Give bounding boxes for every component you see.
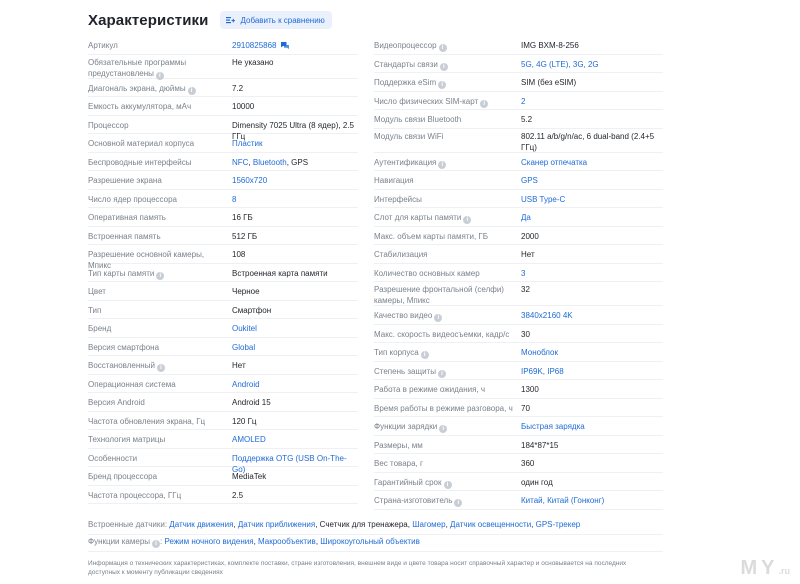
spec-value[interactable] bbox=[521, 212, 663, 223]
right-spec-row bbox=[374, 399, 663, 418]
right-spec-row bbox=[374, 73, 663, 92]
spec-label-text: Частота процессора, ГГц bbox=[88, 490, 182, 500]
left-spec-row bbox=[88, 467, 358, 486]
right-spec-row bbox=[374, 343, 663, 362]
spec-value[interactable] bbox=[521, 495, 663, 506]
left-spec-row bbox=[88, 227, 358, 246]
spec-value-text[interactable]: Global bbox=[232, 342, 256, 352]
spec-label-text: Число физических SIM-карт bbox=[374, 96, 479, 106]
spec-value-text: 360 bbox=[521, 459, 535, 468]
spec-label bbox=[88, 379, 228, 390]
spec-label-text: Цвет bbox=[88, 287, 106, 296]
spec-value-text[interactable]: 2 bbox=[521, 96, 526, 106]
info-icon[interactable]: i bbox=[438, 81, 446, 89]
spec-label bbox=[88, 175, 228, 186]
spec-value-text[interactable]: 2910825868 bbox=[232, 41, 277, 50]
info-icon[interactable]: i bbox=[434, 314, 442, 322]
spec-label bbox=[374, 114, 516, 125]
disclaimer-text: Информация о технических характеристиках, комплекте поставки, стране изготовления, внешнем виде и цвете товара носит справочный характер и основывается на последних доступных к моменту публикации сведениях bbox=[88, 560, 627, 576]
spec-value bbox=[232, 212, 253, 223]
page-title: Характеристики bbox=[88, 11, 209, 29]
spec-label bbox=[374, 384, 516, 395]
sensors-label: Встроенные датчики: bbox=[88, 520, 168, 529]
feature-item[interactable]: Датчик движения bbox=[169, 520, 234, 529]
spec-label-text: Разрешение экрана bbox=[88, 176, 162, 185]
spec-value-text: MediaTek bbox=[232, 472, 267, 481]
spec-value bbox=[521, 284, 663, 295]
spec-label-text: Особенности bbox=[88, 453, 138, 463]
spec-label-text: Частота обновления экрана, Гц bbox=[88, 416, 206, 426]
spec-value-text: 16 ГБ bbox=[232, 213, 253, 222]
info-icon[interactable]: i bbox=[421, 351, 429, 359]
spec-label-text: Разрешение фронтальной (селфи) камеры, Мпикс bbox=[374, 285, 504, 305]
left-spec-row bbox=[88, 190, 358, 209]
spec-value-text[interactable]: Пластик bbox=[232, 139, 263, 148]
spec-label-text: Функции зарядки bbox=[374, 422, 438, 431]
spec-label-text: Тип карты памяти bbox=[88, 268, 155, 278]
spec-value-text: 1300 bbox=[521, 385, 539, 394]
spec-label-text: Вес товара, г bbox=[374, 459, 423, 468]
spec-value bbox=[232, 305, 271, 316]
feature-item: Счетчик для тренажера bbox=[319, 520, 408, 529]
spec-value[interactable] bbox=[232, 138, 263, 149]
spec-value[interactable] bbox=[521, 157, 663, 168]
spec-value-text: Смартфон bbox=[232, 305, 272, 315]
spec-value bbox=[232, 490, 243, 501]
info-icon[interactable]: i bbox=[463, 216, 471, 224]
spec-value-text[interactable]: 8 bbox=[232, 194, 237, 204]
spec-label-text: Стандарты связи bbox=[374, 59, 438, 69]
spec-label bbox=[374, 310, 516, 322]
spec-value-text: 802.11 a/b/g/n/ac, 6 dual-band (2.4+5 ГГц) bbox=[521, 131, 655, 152]
right-spec-row bbox=[374, 436, 663, 455]
right-spec-row bbox=[374, 454, 663, 473]
right-spec-row bbox=[374, 190, 663, 209]
spec-value-text: 120 Гц bbox=[232, 416, 257, 426]
spec-label bbox=[88, 471, 228, 482]
spec-value bbox=[521, 477, 663, 488]
spec-label bbox=[88, 268, 228, 280]
right-spec-row bbox=[374, 129, 663, 153]
left-spec-row bbox=[88, 36, 358, 55]
right-spec-row bbox=[374, 36, 663, 55]
wireless-interface-item: GPS bbox=[291, 157, 309, 167]
right-spec-row bbox=[374, 473, 663, 492]
spec-label-text: Бренд bbox=[88, 324, 112, 333]
wireless-interface-item[interactable]: NFC bbox=[232, 157, 249, 167]
spec-label bbox=[88, 323, 228, 334]
spec-value-text[interactable]: 3 bbox=[521, 268, 526, 278]
right-spec-row bbox=[374, 362, 663, 381]
spec-label-text: Интерфейсы bbox=[374, 194, 422, 204]
specs-header bbox=[88, 10, 332, 30]
spec-label bbox=[88, 416, 228, 427]
spec-value-text[interactable]: IP69K, IP68 bbox=[521, 366, 564, 376]
spec-value bbox=[232, 286, 260, 297]
spec-label-text: Страна-изготовитель bbox=[374, 496, 453, 505]
spec-value-text[interactable]: GPS bbox=[521, 176, 538, 185]
spec-value[interactable] bbox=[232, 379, 260, 390]
left-spec-row bbox=[88, 393, 358, 412]
spec-value-text: 32 bbox=[521, 285, 530, 294]
spec-value bbox=[521, 329, 663, 340]
add-to-compare-button[interactable] bbox=[220, 11, 331, 29]
spec-value bbox=[521, 231, 663, 242]
spec-label-text: Количество основных камер bbox=[374, 268, 480, 278]
spec-label-text: Навигация bbox=[374, 176, 414, 185]
right-spec-row bbox=[374, 110, 663, 129]
spec-value-text: 70 bbox=[521, 403, 530, 413]
spec-label bbox=[88, 40, 228, 51]
spec-value bbox=[521, 440, 663, 451]
spec-value[interactable] bbox=[232, 434, 266, 445]
spec-value-text: 184*87*15 bbox=[521, 440, 559, 450]
left-spec-row bbox=[88, 153, 358, 172]
spec-label-text: Основной материал корпуса bbox=[88, 139, 195, 148]
right-spec-row bbox=[374, 153, 663, 172]
spec-value[interactable] bbox=[521, 96, 663, 107]
left-spec-row bbox=[88, 338, 358, 357]
camera-functions-row: Функции камеры i : Режим ночного видения, Макрообъектив, Широкоугольный объектив bbox=[88, 536, 663, 552]
spec-label bbox=[374, 231, 516, 242]
left-spec-row bbox=[88, 171, 358, 190]
spec-label bbox=[374, 329, 516, 340]
spec-value-text: IMG BXM-8-256 bbox=[521, 41, 579, 50]
spec-label bbox=[88, 83, 228, 95]
spec-value-text: SIM (без eSIM) bbox=[521, 78, 577, 87]
spec-value-text[interactable]: Да bbox=[521, 213, 531, 222]
spec-label bbox=[374, 366, 516, 378]
spec-label-text: Диагональ экрана, дюймы bbox=[88, 83, 186, 93]
spec-value[interactable] bbox=[232, 323, 257, 334]
spec-value[interactable] bbox=[521, 59, 663, 70]
spec-value[interactable] bbox=[232, 157, 308, 168]
spec-label bbox=[374, 403, 516, 414]
spec-label-text: Бренд процессора bbox=[88, 472, 158, 481]
spec-label-text: Беспроводные интерфейсы bbox=[88, 157, 192, 167]
spec-value-text: 108 bbox=[232, 250, 246, 259]
info-icon[interactable]: i bbox=[188, 87, 196, 95]
spec-value-text[interactable]: Быстрая зарядка bbox=[521, 422, 585, 431]
spec-value-text[interactable]: Китай, Китай (Гонконг) bbox=[521, 496, 605, 505]
spec-label bbox=[374, 77, 516, 89]
spec-value bbox=[521, 77, 663, 88]
spec-value bbox=[232, 268, 328, 279]
left-spec-row bbox=[88, 449, 358, 474]
spec-value bbox=[521, 131, 663, 153]
right-spec-row bbox=[374, 417, 663, 436]
spec-value bbox=[521, 403, 663, 414]
spec-value bbox=[232, 360, 246, 371]
right-spec-row bbox=[374, 171, 663, 190]
spec-label bbox=[374, 131, 516, 142]
spec-value bbox=[521, 458, 663, 469]
spec-label bbox=[88, 360, 228, 372]
spec-label bbox=[374, 157, 516, 169]
spec-value-text: Нет bbox=[232, 361, 246, 370]
watermark-suffix: .ru bbox=[778, 566, 790, 576]
spec-label-text: Степень защиты bbox=[374, 366, 436, 376]
spec-label bbox=[88, 490, 228, 501]
left-spec-row bbox=[88, 116, 358, 141]
spec-value[interactable] bbox=[232, 40, 290, 51]
spec-value[interactable] bbox=[521, 310, 663, 321]
spec-value-text[interactable]: 1560x720 bbox=[232, 176, 268, 185]
spec-value[interactable] bbox=[521, 347, 663, 358]
spec-value-text: 2.5 bbox=[232, 490, 244, 500]
spec-label-text: Гарантийный срок bbox=[374, 477, 442, 487]
spec-value bbox=[232, 57, 273, 68]
spec-value-text[interactable]: USB Type-C bbox=[521, 194, 566, 204]
watermark bbox=[740, 557, 790, 580]
spec-value-text: Не указано bbox=[232, 57, 274, 67]
spec-label bbox=[88, 397, 228, 408]
right-spec-row bbox=[374, 264, 663, 283]
spec-value-text: Нет bbox=[521, 250, 535, 259]
right-spec-row bbox=[374, 282, 663, 306]
spec-label-text: Тип корпуса bbox=[374, 348, 419, 357]
right-spec-row bbox=[374, 55, 663, 74]
spec-value[interactable] bbox=[232, 175, 267, 186]
spec-label-text: Оперативная память bbox=[88, 213, 166, 222]
spec-label bbox=[374, 477, 516, 489]
spec-value-text: 7.2 bbox=[232, 83, 244, 93]
feature-item[interactable]: Макрообъектив bbox=[258, 537, 316, 546]
spec-value bbox=[521, 249, 663, 260]
left-spec-row bbox=[88, 79, 358, 98]
spec-label-text: Видеопроцессор bbox=[374, 41, 437, 50]
left-spec-row bbox=[88, 319, 358, 338]
spec-label bbox=[88, 138, 228, 149]
sensors-values: Датчик движения, Датчик приближения, Счетчик для тренажера, Шагомер, Датчик освещенности, GPS-трекер bbox=[169, 520, 581, 529]
feature-item[interactable]: Датчик освещенности bbox=[450, 520, 532, 529]
right-spec-row bbox=[374, 208, 663, 227]
spec-label bbox=[374, 268, 516, 279]
spec-label bbox=[88, 286, 228, 297]
spec-value-text: 2000 bbox=[521, 231, 539, 241]
feature-item[interactable]: GPS-трекер bbox=[535, 520, 581, 529]
spec-label bbox=[88, 194, 228, 205]
camera-functions-values: Режим ночного видения, Макрообъектив, Широкоугольный объектив bbox=[164, 537, 420, 546]
feature-item[interactable]: Широкоугольный объектив bbox=[320, 537, 420, 546]
spec-label bbox=[88, 434, 228, 445]
spec-value-text[interactable]: Android bbox=[232, 379, 260, 389]
spec-value-text[interactable]: Моноблок bbox=[521, 348, 558, 357]
spec-value-text: Android 15 bbox=[232, 398, 271, 407]
watermark-text: MY bbox=[740, 557, 779, 579]
info-icon[interactable]: i bbox=[440, 63, 448, 71]
spec-label-text: Аутентификация bbox=[374, 157, 437, 167]
spec-label bbox=[88, 231, 228, 242]
spec-label bbox=[374, 249, 516, 260]
spec-label-text: Качество видео bbox=[374, 311, 433, 320]
left-spec-row bbox=[88, 301, 358, 320]
spec-value-text: Черное bbox=[232, 287, 260, 296]
left-spec-row bbox=[88, 264, 358, 283]
spec-value bbox=[521, 114, 663, 125]
spec-label bbox=[88, 57, 228, 80]
add-to-compare-label: Добавить к сравнению bbox=[240, 15, 325, 25]
spec-value[interactable] bbox=[521, 194, 663, 205]
spec-label bbox=[374, 421, 516, 433]
spec-value[interactable] bbox=[521, 366, 663, 377]
spec-label bbox=[374, 440, 516, 451]
spec-label-text: Поддержка eSim bbox=[374, 78, 437, 87]
right-spec-row bbox=[374, 245, 663, 264]
spec-value-text: 10000 bbox=[232, 102, 255, 111]
spec-value[interactable] bbox=[521, 175, 663, 186]
spec-label-text: Встроенная память bbox=[88, 231, 161, 241]
spec-value bbox=[521, 40, 663, 51]
spec-value[interactable] bbox=[232, 342, 255, 353]
left-spec-row bbox=[88, 412, 358, 431]
spec-value bbox=[232, 101, 254, 112]
spec-label bbox=[88, 342, 228, 353]
chat-icon[interactable] bbox=[280, 41, 290, 50]
left-spec-row bbox=[88, 356, 358, 375]
info-icon[interactable]: i bbox=[438, 161, 446, 169]
right-spec-row bbox=[374, 227, 663, 246]
spec-label-text: Число ядер процессора bbox=[88, 194, 177, 204]
info-icon[interactable]: i bbox=[152, 540, 160, 548]
left-spec-row bbox=[88, 97, 358, 116]
spec-value-text[interactable]: Поддержка OTG (USB On-The-Go) bbox=[232, 453, 347, 474]
left-spec-row bbox=[88, 282, 358, 301]
spec-value-text: Встроенная карта памяти bbox=[232, 268, 328, 278]
left-spec-row bbox=[88, 208, 358, 227]
spec-value-text: 5.2 bbox=[521, 115, 533, 124]
info-icon[interactable]: i bbox=[156, 72, 164, 80]
spec-label bbox=[374, 212, 516, 224]
spec-value-text: 512 ГБ bbox=[232, 231, 258, 241]
spec-label-text: Обязательные программы предустановлены bbox=[88, 57, 187, 78]
spec-label-text: Слот для карты памяти bbox=[374, 213, 462, 222]
left-spec-row bbox=[88, 55, 358, 79]
spec-value-text[interactable]: AMOLED bbox=[232, 435, 266, 444]
right-spec-row bbox=[374, 306, 663, 325]
spec-value-text[interactable]: Oukitel bbox=[232, 324, 257, 333]
spec-label bbox=[374, 495, 516, 507]
compare-icon bbox=[226, 16, 235, 24]
spec-label-text: Версия Android bbox=[88, 398, 145, 407]
spec-value-text[interactable]: Сканер отпечатка bbox=[521, 157, 588, 167]
left-spec-row bbox=[88, 430, 358, 449]
right-spec-row bbox=[374, 491, 663, 510]
wireless-interface-item[interactable]: Bluetooth bbox=[252, 157, 287, 167]
info-icon[interactable]: i bbox=[480, 100, 488, 108]
spec-label bbox=[88, 212, 228, 223]
feature-item[interactable]: Датчик приближения bbox=[237, 520, 316, 529]
left-spec-row bbox=[88, 375, 358, 394]
spec-label bbox=[374, 59, 516, 71]
spec-label-text: Макс. скорость видеосъемки, кадр/с bbox=[374, 329, 510, 339]
spec-label bbox=[374, 458, 516, 469]
spec-value bbox=[521, 384, 663, 395]
spec-label bbox=[374, 347, 516, 359]
left-spec-row bbox=[88, 486, 358, 505]
spec-label-text: Модуль связи Bluetooth bbox=[374, 115, 462, 124]
spec-label-text: Модуль связи WiFi bbox=[374, 131, 444, 141]
spec-label-text: Размеры, мм bbox=[374, 440, 423, 450]
feature-item[interactable]: Шагомер bbox=[412, 520, 446, 529]
spec-label-text: Стабилизация bbox=[374, 250, 428, 259]
spec-label-text: Артикул bbox=[88, 41, 118, 50]
spec-value bbox=[232, 249, 245, 260]
spec-value-text: Dimensity 7025 Ultra (8 ядер), 2.5 ГГц bbox=[232, 120, 354, 141]
left-spec-row bbox=[88, 134, 358, 153]
sensors-row bbox=[88, 519, 663, 535]
spec-label-text: Версия смартфона bbox=[88, 342, 160, 352]
right-spec-row bbox=[374, 380, 663, 399]
spec-value bbox=[232, 83, 243, 94]
spec-value[interactable] bbox=[232, 194, 236, 205]
info-icon[interactable]: i bbox=[439, 44, 447, 52]
spec-value bbox=[232, 397, 271, 408]
spec-label-text: Макс. объем карты памяти, ГБ bbox=[374, 231, 488, 241]
right-spec-row bbox=[374, 92, 663, 111]
spec-label bbox=[374, 40, 516, 52]
spec-label-text: Технология матрицы bbox=[88, 435, 166, 444]
info-icon[interactable]: i bbox=[439, 425, 447, 433]
info-icon[interactable]: i bbox=[438, 370, 446, 378]
feature-item[interactable]: Режим ночного видения bbox=[164, 537, 254, 546]
spec-label-text: Время работы в режиме разговора, ч bbox=[374, 403, 513, 413]
left-spec-row bbox=[88, 245, 358, 270]
spec-label bbox=[374, 175, 516, 186]
spec-label bbox=[374, 194, 516, 205]
spec-label-text: Работа в режиме ожидания, ч bbox=[374, 385, 486, 394]
spec-value[interactable] bbox=[521, 421, 663, 432]
camera-functions-label: Функции камеры bbox=[88, 537, 151, 546]
spec-value-text[interactable]: NFC, Bluetooth, GPS bbox=[232, 157, 309, 167]
spec-label-text: Тип bbox=[88, 305, 102, 315]
spec-label bbox=[88, 120, 228, 131]
spec-label bbox=[88, 101, 228, 112]
spec-label-text: Операционная система bbox=[88, 379, 176, 389]
right-spec-row bbox=[374, 325, 663, 344]
spec-label bbox=[88, 157, 228, 168]
info-icon[interactable]: i bbox=[156, 272, 164, 280]
spec-label-text: Емкость аккумулятора, мАч bbox=[88, 102, 192, 111]
spec-value bbox=[232, 231, 257, 242]
info-icon[interactable]: i bbox=[454, 499, 462, 507]
spec-label-text: Разрешение основной камеры, Мпикс bbox=[88, 250, 205, 270]
spec-value-text: один год bbox=[521, 477, 553, 487]
spec-label-text: Восстановленный bbox=[88, 361, 155, 370]
spec-value bbox=[232, 416, 256, 427]
spec-value-text[interactable]: 3840x2160 4K bbox=[521, 311, 573, 320]
spec-label bbox=[374, 284, 516, 306]
spec-value bbox=[232, 471, 266, 482]
spec-value[interactable] bbox=[521, 268, 663, 279]
spec-label bbox=[374, 96, 516, 108]
spec-label bbox=[88, 305, 228, 316]
spec-value-text[interactable]: 5G, 4G (LTE), 3G, 2G bbox=[521, 59, 599, 69]
spec-label-text: Процессор bbox=[88, 120, 129, 130]
info-icon[interactable]: i bbox=[444, 481, 452, 489]
info-icon[interactable]: i bbox=[157, 364, 165, 372]
spec-value-text: 30 bbox=[521, 329, 530, 339]
spec-label bbox=[88, 453, 228, 464]
